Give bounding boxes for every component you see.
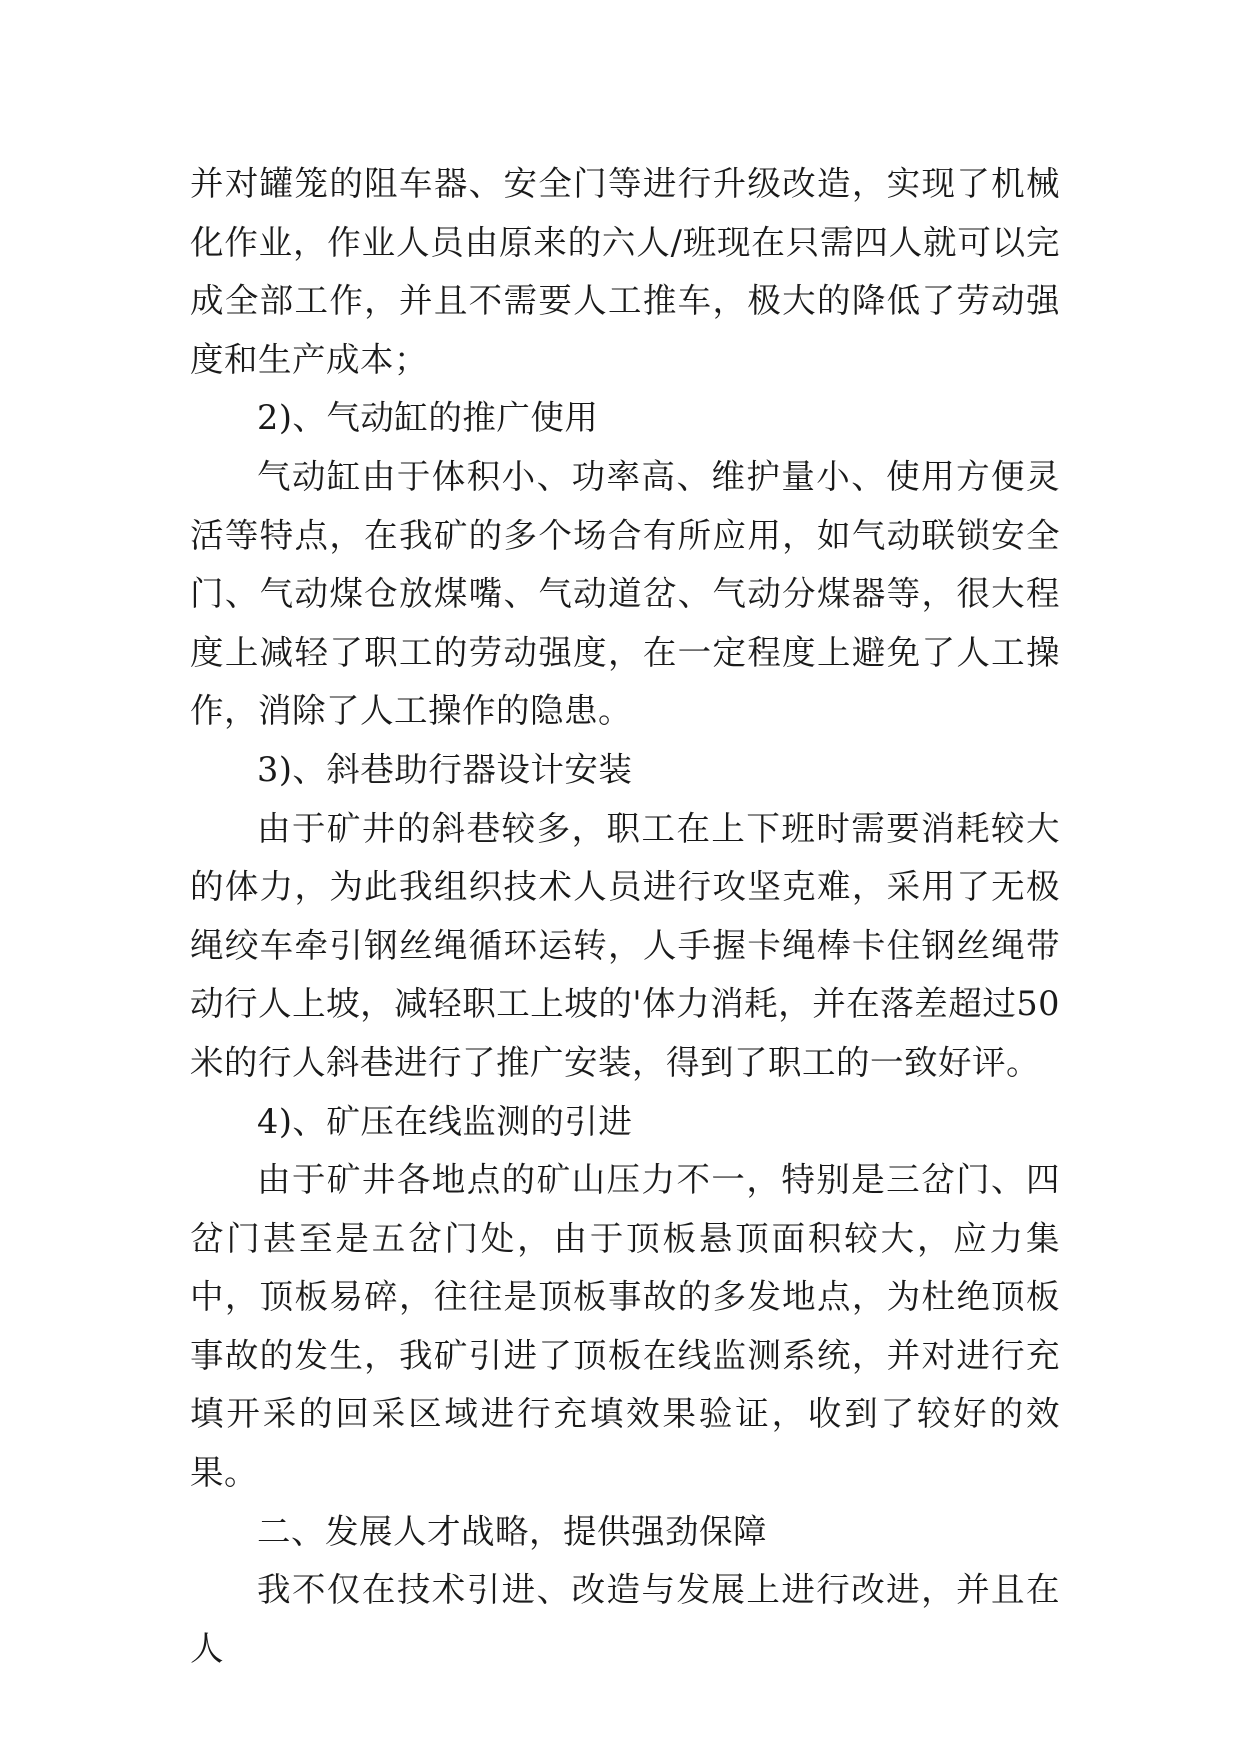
paragraph-incline-walker: 由于矿井的斜巷较多，职工在上下班时需要消耗较大的体力，为此我组织技术人员进行攻坚克难，采用了无极绳绞车牵引钢丝绳循环运转，人手握卡绳棒卡住钢丝绳带动行人上坡，减轻职工上坡的'体力消耗，并在落差超过50米的行人斜巷进行了推广安装，得到了职工的一致好评。 (190, 808, 1060, 1082)
section-heading-talent-strategy: 二、发展人才战略，提供强劲保障 (257, 1511, 767, 1551)
paragraph-talent-strategy: 我不仅在技术引进、改造与发展上进行改进，并且在人 (190, 1570, 1060, 1668)
subheading-pressure-monitoring: 4)、矿压在线监测的引进 (257, 1101, 633, 1141)
subheading-pneumatic-cylinder: 2)、气动缸的推广使用 (257, 398, 599, 438)
subheading-incline-walker: 3)、斜巷助行器设计安装 (257, 749, 633, 789)
paragraph-continuation: 并对罐笼的阻车器、安全门等进行升级改造，实现了机械化作业，作业人员由原来的六人/班现在只需四人就可以完成全部工作，并且不需要人工推车，极大的降低了劳动强度和生产成本； (190, 164, 1060, 379)
document-body (190, 155, 1060, 1678)
paragraph-pressure-monitoring: 由于矿井各地点的矿山压力不一，特别是三岔门、四岔门甚至是五岔门处，由于顶板悬顶面积较大，应力集中，顶板易碎，往往是顶板事故的多发地点，为杜绝顶板事故的发生，我矿引进了顶板在线监测系统，并对进行充填开采的回采区域进行充填效果验证，收到了较好的效果。 (190, 1160, 1060, 1493)
paragraph-pneumatic-cylinder: 气动缸由于体积小、功率高、维护量小、使用方便灵活等特点，在我矿的多个场合有所应用，如气动联锁安全门、气动煤仓放煤嘴、气动道岔、气动分煤器等，很大程度上减轻了职工的劳动强度，在一定程度上避免了人工操作，消除了人工操作的隐患。 (190, 456, 1060, 731)
